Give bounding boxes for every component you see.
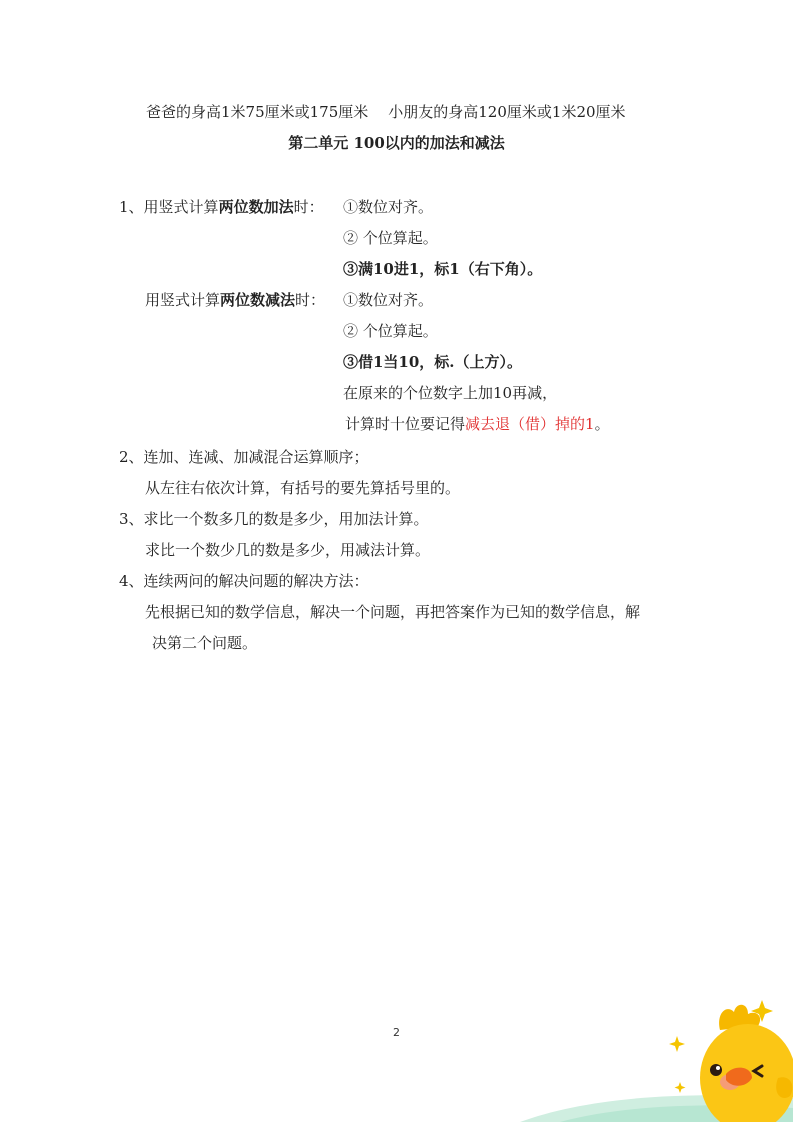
sub-step-1: ①数位对齐。 xyxy=(343,291,434,309)
borrow-note-highlight: 减去退（借）掉的1 xyxy=(465,415,595,433)
add-bold-term: 两位数加法 xyxy=(218,198,294,216)
sub-suffix: 时： xyxy=(295,291,326,309)
add-step-1: ①数位对齐。 xyxy=(343,198,434,216)
add-suffix: 时： xyxy=(293,198,324,216)
section-3-number: 3、 xyxy=(119,510,144,528)
borrow-note-prefix: 计算时十位要记得 xyxy=(345,415,466,433)
section-2-line-2: 从左往右依次计算，有括号的要先算括号里的。 xyxy=(145,479,461,497)
add-step-3: ③满10进1，标1（右下角）。 xyxy=(343,260,543,278)
section-1-sub-line xyxy=(145,290,325,310)
page-title: 第二单元 100以内的加法和减法 xyxy=(288,134,505,152)
section-3-line-2: 求比一个数少几的数是多少，用减法计算。 xyxy=(145,541,431,559)
add-step-2: ② 个位算起。 xyxy=(343,229,438,247)
sub-prefix: 用竖式计算 xyxy=(145,291,221,309)
chick-mascot-icon xyxy=(520,990,793,1122)
section-4-line-2: 先根据已知的数学信息，解决一个问题，再把答案作为已知的数学信息，解 xyxy=(145,603,641,621)
sub-bold-term: 两位数减法 xyxy=(220,291,296,309)
section-4-line-3: 决第二个问题。 xyxy=(152,634,258,652)
father-height-text: 爸爸的身高1米75厘米或175厘米 xyxy=(146,103,369,121)
sub-step-2: ② 个位算起。 xyxy=(343,322,438,340)
section-4-number: 4、 xyxy=(119,572,144,590)
borrow-note-2 xyxy=(345,414,610,434)
child-height-text: 小朋友的身高120厘米或1米20厘米 xyxy=(388,103,626,121)
page-number: 2 xyxy=(393,1026,400,1039)
header-line xyxy=(146,102,626,122)
section-2-number: 2、 xyxy=(119,448,144,466)
sub-step-3: ③借1当10，标.（上方）。 xyxy=(343,353,523,371)
borrow-note-suffix: 。 xyxy=(594,415,610,433)
add-prefix: 用竖式计算 xyxy=(143,198,219,216)
section-3-line-1 xyxy=(119,509,429,529)
section-2-heading: 连加、连减、加减混合运算顺序； xyxy=(143,448,369,466)
sparkle-icon xyxy=(669,1036,685,1052)
section-2-line-1 xyxy=(119,447,369,467)
section-1-add-line xyxy=(119,197,324,217)
borrow-note-1: 在原来的个位数字上加10再减， xyxy=(343,384,558,402)
section-3-heading: 求比一个数多几的数是多少，用加法计算。 xyxy=(143,510,429,528)
sparkle-icon xyxy=(675,1082,686,1093)
section-4-heading: 连续两问的解决问题的解决方法： xyxy=(143,572,369,590)
section-1-number: 1、 xyxy=(119,198,144,216)
section-4-line-1 xyxy=(119,571,369,591)
